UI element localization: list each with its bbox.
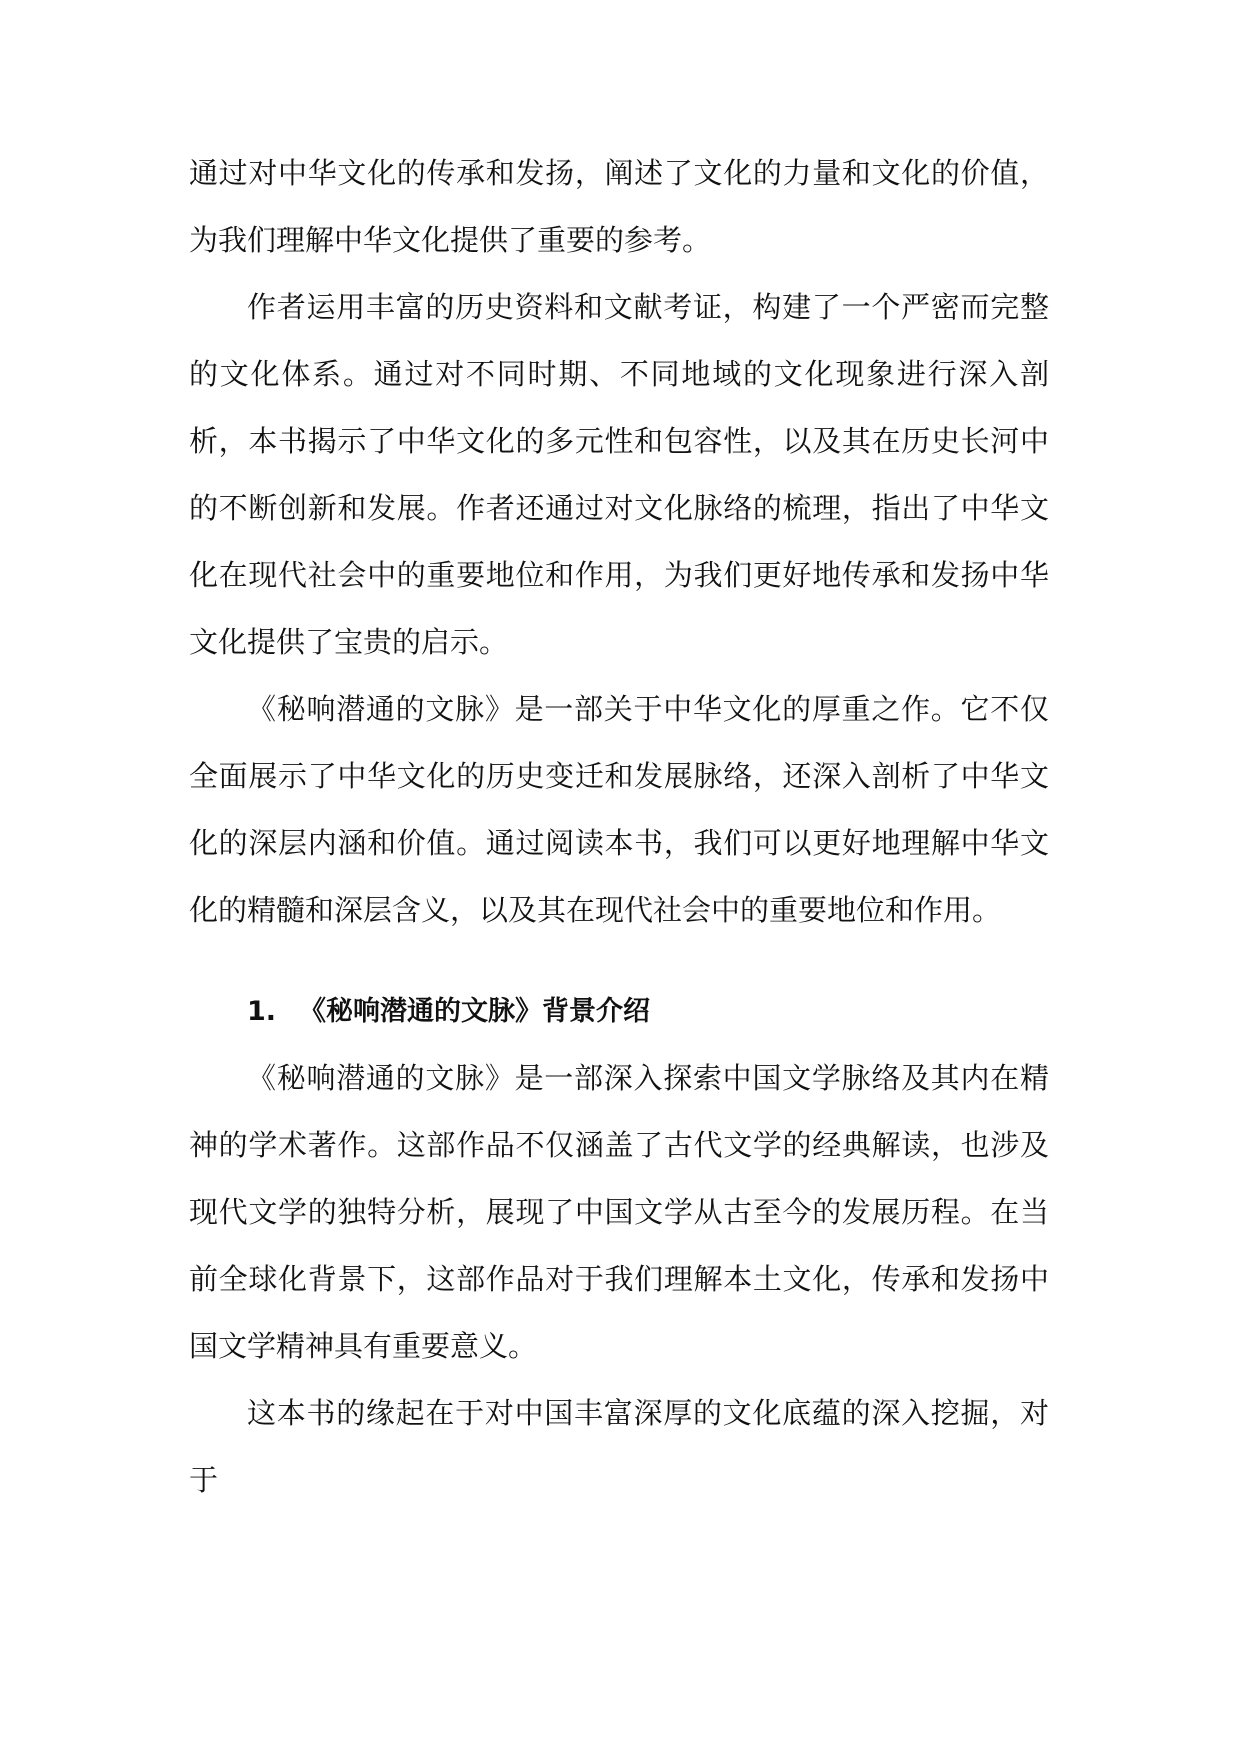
section-number: 1.	[247, 996, 277, 1027]
paragraph-1: 通过对中华文化的传承和发扬，阐述了文化的力量和文化的价值，为我们理解中华文化提供了重要的参考。	[189, 156, 1049, 257]
paragraph-2: 作者运用丰富的历史资料和文献考证，构建了一个严密而完整的文化体系。通过对不同时期、不同地域的文化现象进行深入剖析，本书揭示了中华文化的多元性和包容性，以及其在历史长河中的不断创新和发展。作者还通过对文化脉络的梳理，指出了中华文化在现代社会中的重要地位和作用，为我们更好地传承和发扬中华文化提供了宝贵的启示。	[189, 290, 1049, 659]
paragraph-5: 这本书的缘起在于对中国丰富深厚的文化底蕴的深入挖掘，对于	[189, 1396, 1049, 1497]
section-heading	[189, 978, 1049, 1045]
paragraph-3: 《秘响潜通的文脉》是一部关于中华文化的厚重之作。它不仅全面展示了中华文化的历史变迁和发展脉络，还深入剖析了中华文化的深层内涵和价值。通过阅读本书，我们可以更好地理解中华文化的精髓和深层含义，以及其在现代社会中的重要地位和作用。	[189, 692, 1049, 927]
document-page	[189, 140, 1049, 1514]
section-title: 《秘响潜通的文脉》背景介绍	[299, 996, 650, 1027]
paragraph-4: 《秘响潜通的文脉》是一部深入探索中国文学脉络及其内在精神的学术著作。这部作品不仅涵盖了古代文学的经典解读，也涉及现代文学的独特分析，展现了中国文学从古至今的发展历程。在当前全球化背景下，这部作品对于我们理解本土文化，传承和发扬中国文学精神具有重要意义。	[189, 1061, 1049, 1363]
